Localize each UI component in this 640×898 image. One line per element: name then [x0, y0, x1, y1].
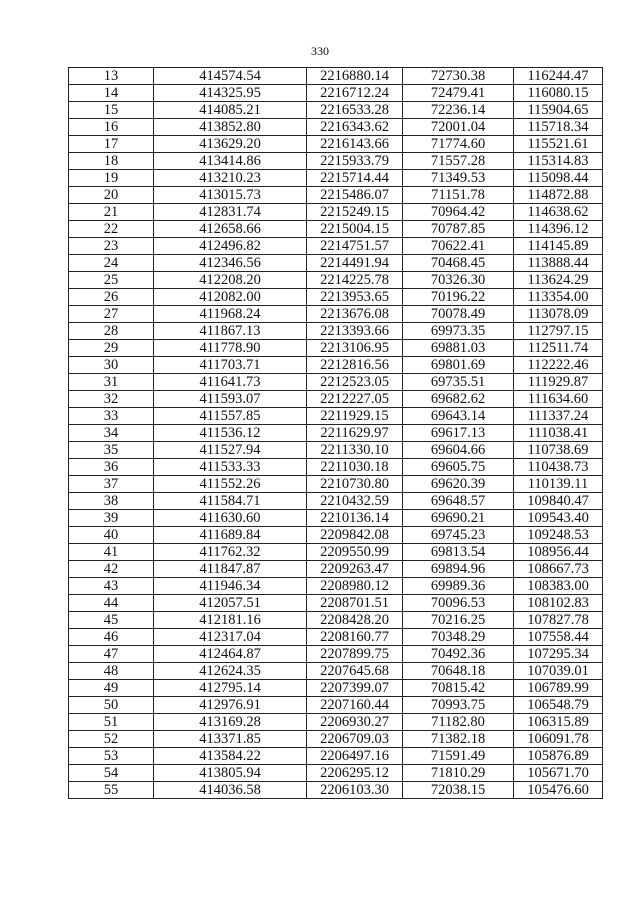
x-coordinate-cell: 412795.14: [154, 680, 307, 697]
x-value-cell: 72730.38: [403, 68, 514, 85]
x-coordinate-cell: 412976.91: [154, 697, 307, 714]
y-coordinate-cell: 2215004.15: [307, 221, 403, 238]
y-value-cell: 110139.11: [514, 476, 603, 493]
table-row: [69, 476, 603, 493]
table-row: [69, 680, 603, 697]
x-coordinate-cell: 411533.33: [154, 459, 307, 476]
y-coordinate-cell: 2211629.97: [307, 425, 403, 442]
y-coordinate-cell: 2211929.15: [307, 408, 403, 425]
x-coordinate-cell: 412464.87: [154, 646, 307, 663]
x-coordinate-cell: 411847.87: [154, 561, 307, 578]
table-row: [69, 153, 603, 170]
table-row: [69, 612, 603, 629]
point-index-cell: 15: [69, 102, 154, 119]
y-value-cell: 106548.79: [514, 697, 603, 714]
x-coordinate-cell: 413414.86: [154, 153, 307, 170]
y-value-cell: 106315.89: [514, 714, 603, 731]
y-coordinate-cell: 2216143.66: [307, 136, 403, 153]
point-index-cell: 51: [69, 714, 154, 731]
table-row: [69, 714, 603, 731]
table-row: [69, 238, 603, 255]
table-row: [69, 85, 603, 102]
x-value-cell: 69745.23: [403, 527, 514, 544]
y-coordinate-cell: 2214225.78: [307, 272, 403, 289]
point-index-cell: 33: [69, 408, 154, 425]
table-row: [69, 595, 603, 612]
x-coordinate-cell: 412181.16: [154, 612, 307, 629]
table-row: [69, 561, 603, 578]
point-index-cell: 46: [69, 629, 154, 646]
x-value-cell: 71382.18: [403, 731, 514, 748]
point-index-cell: 55: [69, 782, 154, 799]
x-value-cell: 70326.30: [403, 272, 514, 289]
x-value-cell: 70993.75: [403, 697, 514, 714]
point-index-cell: 42: [69, 561, 154, 578]
y-value-cell: 115718.34: [514, 119, 603, 136]
x-value-cell: 72479.41: [403, 85, 514, 102]
x-value-cell: 70492.36: [403, 646, 514, 663]
y-coordinate-cell: 2208160.77: [307, 629, 403, 646]
x-coordinate-cell: 411630.60: [154, 510, 307, 527]
point-index-cell: 24: [69, 255, 154, 272]
table-row: [69, 663, 603, 680]
x-coordinate-cell: 411641.73: [154, 374, 307, 391]
point-index-cell: 54: [69, 765, 154, 782]
y-value-cell: 112222.46: [514, 357, 603, 374]
x-value-cell: 69682.62: [403, 391, 514, 408]
table-row: [69, 289, 603, 306]
point-index-cell: 47: [69, 646, 154, 663]
point-index-cell: 45: [69, 612, 154, 629]
y-value-cell: 109543.40: [514, 510, 603, 527]
y-value-cell: 113078.09: [514, 306, 603, 323]
y-value-cell: 105876.89: [514, 748, 603, 765]
x-value-cell: 69617.13: [403, 425, 514, 442]
y-coordinate-cell: 2213106.95: [307, 340, 403, 357]
y-coordinate-cell: 2207899.75: [307, 646, 403, 663]
table-row: [69, 136, 603, 153]
point-index-cell: 52: [69, 731, 154, 748]
table-row: [69, 340, 603, 357]
y-coordinate-cell: 2211030.18: [307, 459, 403, 476]
point-index-cell: 49: [69, 680, 154, 697]
y-coordinate-cell: 2208428.20: [307, 612, 403, 629]
y-value-cell: 107039.01: [514, 663, 603, 680]
y-coordinate-cell: 2207160.44: [307, 697, 403, 714]
page-number: 330: [311, 44, 329, 58]
x-value-cell: 69605.75: [403, 459, 514, 476]
x-value-cell: 70815.42: [403, 680, 514, 697]
x-value-cell: 69643.14: [403, 408, 514, 425]
y-value-cell: 111337.24: [514, 408, 603, 425]
point-index-cell: 36: [69, 459, 154, 476]
y-value-cell: 115521.61: [514, 136, 603, 153]
x-value-cell: 69881.03: [403, 340, 514, 357]
table-row: [69, 493, 603, 510]
table-row: [69, 544, 603, 561]
point-index-cell: 14: [69, 85, 154, 102]
y-coordinate-cell: 2206930.27: [307, 714, 403, 731]
point-index-cell: 35: [69, 442, 154, 459]
y-coordinate-cell: 2210730.80: [307, 476, 403, 493]
point-index-cell: 30: [69, 357, 154, 374]
y-value-cell: 114396.12: [514, 221, 603, 238]
y-value-cell: 108102.83: [514, 595, 603, 612]
y-value-cell: 113624.29: [514, 272, 603, 289]
y-coordinate-cell: 2213676.08: [307, 306, 403, 323]
x-coordinate-cell: 414574.54: [154, 68, 307, 85]
x-value-cell: 69690.21: [403, 510, 514, 527]
x-value-cell: 71151.78: [403, 187, 514, 204]
y-value-cell: 116080.15: [514, 85, 603, 102]
y-coordinate-cell: 2206295.12: [307, 765, 403, 782]
x-value-cell: 70622.41: [403, 238, 514, 255]
x-coordinate-cell: 411593.07: [154, 391, 307, 408]
point-index-cell: 21: [69, 204, 154, 221]
y-coordinate-cell: 2215933.79: [307, 153, 403, 170]
y-coordinate-cell: 2207399.07: [307, 680, 403, 697]
point-index-cell: 20: [69, 187, 154, 204]
table-row: [69, 374, 603, 391]
point-index-cell: 28: [69, 323, 154, 340]
x-coordinate-cell: 411584.71: [154, 493, 307, 510]
y-coordinate-cell: 2210432.59: [307, 493, 403, 510]
y-value-cell: 107827.78: [514, 612, 603, 629]
table-row: [69, 204, 603, 221]
table-row: [69, 408, 603, 425]
y-value-cell: 111929.87: [514, 374, 603, 391]
x-coordinate-cell: 412082.00: [154, 289, 307, 306]
table-row: [69, 357, 603, 374]
point-index-cell: 16: [69, 119, 154, 136]
x-coordinate-cell: 411778.90: [154, 340, 307, 357]
y-coordinate-cell: 2214491.94: [307, 255, 403, 272]
table-row: [69, 459, 603, 476]
y-value-cell: 114145.89: [514, 238, 603, 255]
y-value-cell: 113354.00: [514, 289, 603, 306]
point-index-cell: 19: [69, 170, 154, 187]
point-index-cell: 18: [69, 153, 154, 170]
point-index-cell: 22: [69, 221, 154, 238]
x-coordinate-cell: 412658.66: [154, 221, 307, 238]
x-value-cell: 69801.69: [403, 357, 514, 374]
table-row: [69, 510, 603, 527]
y-coordinate-cell: 2212816.56: [307, 357, 403, 374]
y-coordinate-cell: 2206709.03: [307, 731, 403, 748]
point-index-cell: 29: [69, 340, 154, 357]
table-row: [69, 68, 603, 85]
y-value-cell: 113888.44: [514, 255, 603, 272]
y-coordinate-cell: 2212227.05: [307, 391, 403, 408]
y-value-cell: 114638.62: [514, 204, 603, 221]
x-coordinate-cell: 413584.22: [154, 748, 307, 765]
y-value-cell: 110438.73: [514, 459, 603, 476]
x-coordinate-cell: 411762.32: [154, 544, 307, 561]
y-value-cell: 112797.15: [514, 323, 603, 340]
x-coordinate-cell: 414325.95: [154, 85, 307, 102]
y-coordinate-cell: 2215249.15: [307, 204, 403, 221]
x-value-cell: 70964.42: [403, 204, 514, 221]
point-index-cell: 40: [69, 527, 154, 544]
y-value-cell: 109248.53: [514, 527, 603, 544]
point-index-cell: 53: [69, 748, 154, 765]
x-coordinate-cell: 413852.80: [154, 119, 307, 136]
x-value-cell: 70096.53: [403, 595, 514, 612]
y-value-cell: 107295.34: [514, 646, 603, 663]
table-row: [69, 102, 603, 119]
x-value-cell: 69989.36: [403, 578, 514, 595]
x-value-cell: 70468.45: [403, 255, 514, 272]
x-value-cell: 72236.14: [403, 102, 514, 119]
table-row: [69, 646, 603, 663]
table-row: [69, 765, 603, 782]
y-value-cell: 112511.74: [514, 340, 603, 357]
x-value-cell: 70078.49: [403, 306, 514, 323]
table-row: [69, 782, 603, 799]
table-row: [69, 578, 603, 595]
x-value-cell: 71774.60: [403, 136, 514, 153]
y-value-cell: 105671.70: [514, 765, 603, 782]
table-row: [69, 527, 603, 544]
y-coordinate-cell: 2215486.07: [307, 187, 403, 204]
point-index-cell: 27: [69, 306, 154, 323]
x-coordinate-cell: 412624.35: [154, 663, 307, 680]
point-index-cell: 50: [69, 697, 154, 714]
point-index-cell: 25: [69, 272, 154, 289]
table-row: [69, 306, 603, 323]
y-coordinate-cell: 2209550.99: [307, 544, 403, 561]
table-row: [69, 187, 603, 204]
point-index-cell: 23: [69, 238, 154, 255]
x-value-cell: 71182.80: [403, 714, 514, 731]
y-coordinate-cell: 2208980.12: [307, 578, 403, 595]
x-value-cell: 71810.29: [403, 765, 514, 782]
y-coordinate-cell: 2216880.14: [307, 68, 403, 85]
x-value-cell: 70196.22: [403, 289, 514, 306]
y-coordinate-cell: 2206497.16: [307, 748, 403, 765]
x-value-cell: 69735.51: [403, 374, 514, 391]
y-coordinate-cell: 2206103.30: [307, 782, 403, 799]
x-coordinate-cell: 412831.74: [154, 204, 307, 221]
table-row: [69, 629, 603, 646]
y-coordinate-cell: 2214751.57: [307, 238, 403, 255]
y-coordinate-cell: 2215714.44: [307, 170, 403, 187]
x-coordinate-cell: 412208.20: [154, 272, 307, 289]
y-coordinate-cell: 2216343.62: [307, 119, 403, 136]
x-coordinate-cell: 411689.84: [154, 527, 307, 544]
y-coordinate-cell: 2209842.08: [307, 527, 403, 544]
x-value-cell: 70348.29: [403, 629, 514, 646]
y-value-cell: 115098.44: [514, 170, 603, 187]
table-row: [69, 391, 603, 408]
x-value-cell: 72001.04: [403, 119, 514, 136]
coordinates-table: [68, 67, 603, 799]
x-value-cell: 69604.66: [403, 442, 514, 459]
x-value-cell: 72038.15: [403, 782, 514, 799]
y-coordinate-cell: 2211330.10: [307, 442, 403, 459]
x-coordinate-cell: 413629.20: [154, 136, 307, 153]
point-index-cell: 31: [69, 374, 154, 391]
y-coordinate-cell: 2213953.65: [307, 289, 403, 306]
point-index-cell: 44: [69, 595, 154, 612]
y-value-cell: 106789.99: [514, 680, 603, 697]
x-value-cell: 70787.85: [403, 221, 514, 238]
x-coordinate-cell: 413169.28: [154, 714, 307, 731]
point-index-cell: 43: [69, 578, 154, 595]
y-coordinate-cell: 2212523.05: [307, 374, 403, 391]
y-value-cell: 111038.41: [514, 425, 603, 442]
x-value-cell: 69973.35: [403, 323, 514, 340]
table-row: [69, 119, 603, 136]
x-value-cell: 69894.96: [403, 561, 514, 578]
y-value-cell: 106091.78: [514, 731, 603, 748]
y-value-cell: 108956.44: [514, 544, 603, 561]
table-row: [69, 221, 603, 238]
table-row: [69, 731, 603, 748]
x-coordinate-cell: 413210.23: [154, 170, 307, 187]
x-value-cell: 70648.18: [403, 663, 514, 680]
y-value-cell: 105476.60: [514, 782, 603, 799]
x-coordinate-cell: 411968.24: [154, 306, 307, 323]
table-row: [69, 272, 603, 289]
x-coordinate-cell: 414085.21: [154, 102, 307, 119]
x-coordinate-cell: 411557.85: [154, 408, 307, 425]
x-coordinate-cell: 411867.13: [154, 323, 307, 340]
x-coordinate-cell: 411703.71: [154, 357, 307, 374]
x-coordinate-cell: 412496.82: [154, 238, 307, 255]
x-coordinate-cell: 411536.12: [154, 425, 307, 442]
x-value-cell: 69620.39: [403, 476, 514, 493]
point-index-cell: 13: [69, 68, 154, 85]
x-value-cell: 69648.57: [403, 493, 514, 510]
y-value-cell: 110738.69: [514, 442, 603, 459]
x-value-cell: 71349.53: [403, 170, 514, 187]
x-coordinate-cell: 412346.56: [154, 255, 307, 272]
x-value-cell: 71557.28: [403, 153, 514, 170]
y-value-cell: 115314.83: [514, 153, 603, 170]
table-row: [69, 425, 603, 442]
y-coordinate-cell: 2209263.47: [307, 561, 403, 578]
coordinates-table-body: [69, 68, 603, 799]
x-coordinate-cell: 412057.51: [154, 595, 307, 612]
y-value-cell: 115904.65: [514, 102, 603, 119]
y-coordinate-cell: 2216712.24: [307, 85, 403, 102]
point-index-cell: 32: [69, 391, 154, 408]
x-coordinate-cell: 414036.58: [154, 782, 307, 799]
point-index-cell: 38: [69, 493, 154, 510]
y-coordinate-cell: 2210136.14: [307, 510, 403, 527]
x-value-cell: 71591.49: [403, 748, 514, 765]
point-index-cell: 41: [69, 544, 154, 561]
y-coordinate-cell: 2208701.51: [307, 595, 403, 612]
point-index-cell: 17: [69, 136, 154, 153]
y-coordinate-cell: 2207645.68: [307, 663, 403, 680]
x-coordinate-cell: 411552.26: [154, 476, 307, 493]
table-row: [69, 255, 603, 272]
point-index-cell: 26: [69, 289, 154, 306]
point-index-cell: 39: [69, 510, 154, 527]
x-coordinate-cell: 411527.94: [154, 442, 307, 459]
point-index-cell: 34: [69, 425, 154, 442]
x-value-cell: 70216.25: [403, 612, 514, 629]
point-index-cell: 48: [69, 663, 154, 680]
point-index-cell: 37: [69, 476, 154, 493]
y-coordinate-cell: 2213393.66: [307, 323, 403, 340]
y-value-cell: 107558.44: [514, 629, 603, 646]
table-row: [69, 748, 603, 765]
x-coordinate-cell: 413805.94: [154, 765, 307, 782]
x-value-cell: 69813.54: [403, 544, 514, 561]
table-row: [69, 442, 603, 459]
table-row: [69, 323, 603, 340]
x-coordinate-cell: 413371.85: [154, 731, 307, 748]
y-value-cell: 109840.47: [514, 493, 603, 510]
table-row: [69, 170, 603, 187]
y-coordinate-cell: 2216533.28: [307, 102, 403, 119]
y-value-cell: 111634.60: [514, 391, 603, 408]
table-row: [69, 697, 603, 714]
y-value-cell: 114872.88: [514, 187, 603, 204]
y-value-cell: 108667.73: [514, 561, 603, 578]
y-value-cell: 108383.00: [514, 578, 603, 595]
x-coordinate-cell: 411946.34: [154, 578, 307, 595]
y-value-cell: 116244.47: [514, 68, 603, 85]
x-coordinate-cell: 412317.04: [154, 629, 307, 646]
x-coordinate-cell: 413015.73: [154, 187, 307, 204]
